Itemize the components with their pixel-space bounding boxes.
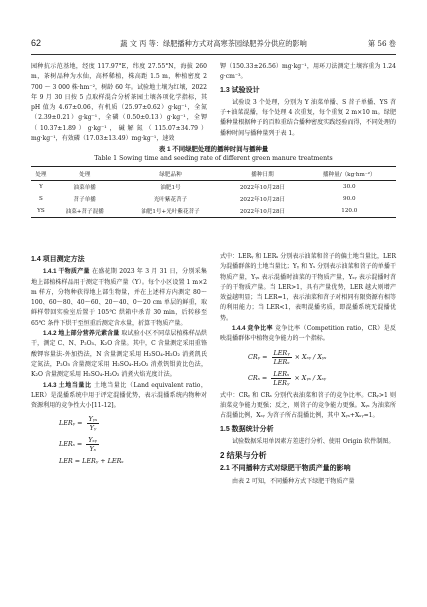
equation-numerator: LERₛ	[273, 369, 290, 378]
table-row	[31, 181, 396, 194]
subsection-title: 1.4.3 土地当量比	[43, 382, 92, 389]
table-cell: Y	[39, 184, 43, 190]
table-cell: 90.0	[343, 196, 356, 202]
volume-label: 第 56 卷	[367, 39, 396, 48]
table-header-cell: 处理	[51, 167, 119, 181]
equation-numerator: LERᵧ	[273, 348, 290, 357]
equation-tail: × Xₛᵧ / Xᵧₛ	[294, 352, 327, 361]
equation-denominator: LERₛ	[273, 357, 290, 366]
table-caption: 表 1 不同绿肥处理的播种时间与播种量	[158, 146, 269, 153]
equation-cr-s	[220, 370, 396, 387]
table-cell: 油肥1号	[160, 185, 181, 191]
equation-numerator: Yᵧₛ	[88, 415, 98, 424]
table-header-cell: 绿肥品种	[119, 167, 223, 181]
body-paragraph: 园种抗示范基地，经度 117.97°E，纬度 27.55°N，海拔 260 m，茶树品种为水仙，高杯稀植，株高距 1.5 m，种植密度 2 700 ～ 3 000 株·hm⁻²，树龄 60 年。试验地土壤为红壤，2022 年 9 月 30 日按 5 点取样混合分析茶园土壤各项化学指标，其 pH 值为 4.67±0.06，有机质（25.97±0.62）g·kg⁻¹，全氮（2.39±0.21）g·kg⁻¹，全磷（0.50±0.13）g·kg⁻¹，全钾（10.37±1.89）g·kg⁻¹，碱解氮（115.07±34.79）mg·kg⁻¹，有效磷（17.03±13.49）mg·kg⁻¹，速效	[31, 63, 207, 143]
table-cell: 2022年10月28日	[239, 185, 286, 191]
equation-denominator: Yᵧ	[89, 424, 97, 433]
section-heading-1-5: 1.5 数据统计分析	[220, 425, 274, 433]
section-heading-1-3: 1.3 试验设计	[220, 86, 260, 94]
table-header-cell: 播种日期	[222, 167, 302, 181]
subsection-title: 1.4.2 地上部分营养元素含量	[43, 331, 120, 338]
left-column-top	[31, 62, 207, 144]
section-heading-2-1: 2.1 不同播种方式对绿肥干物质产量的影响	[220, 465, 351, 473]
table-cell: 苕子单播	[73, 197, 96, 203]
table-caption-en: Table 1 Sowing time and seeding rate of different green manure treatments	[94, 155, 333, 162]
table-cell: 2022年10月28日	[222, 205, 302, 218]
table-header-row	[31, 167, 396, 181]
body-paragraph	[220, 324, 396, 345]
equation-tail: × Xᵧₛ / Xₛᵧ	[294, 373, 327, 382]
equation-lhs: LER = LERᵧ + LERₛ	[59, 457, 124, 466]
equation-lhs: CRₛ =	[248, 373, 268, 382]
table-cell: 光叶紫花苕子	[153, 197, 188, 203]
equation-cr-y	[220, 349, 396, 366]
subsection-title: 1.4.4 竞争比率	[232, 326, 273, 333]
table-row	[31, 193, 396, 205]
right-column-top	[220, 62, 396, 139]
body-paragraph	[31, 267, 207, 329]
paragraph-text: 土地当量比（Land equivalent ratio，LER）是混播系统中用于评定混播优势，表示混播系统内物种对资源利用的竞争性大小[11-12]。	[31, 381, 207, 410]
body-paragraph: 式中：LERᵧ 和 LERₛ 分别表示油菜和苕子的偏土地当量比，LER 为混播群落的土地当量比；Yᵧ 和 Yₛ 分别表示油菜和苕子的单播干物质产量，Yᵧₛ 表示混播时油菜的干物质产量，Yₛᵧ 表示混播时苕子的干物质产量。当 LER>1，具有产量优势，LER 越大则增产效益越明显；当 LER=1，表示油菜和苕子对相同有限资源有相等的利用能力；当 LER<1，表明混播劣质，即混播系统无混播优势。	[220, 253, 397, 322]
table-cell: S	[39, 196, 43, 202]
table-row	[31, 205, 396, 218]
page-number: 62	[31, 38, 42, 48]
equation-denominator: Yₛ	[89, 445, 96, 454]
left-column-bottom	[31, 252, 207, 470]
table-cell: 油菜单播	[73, 185, 96, 191]
equation-ler-total	[31, 457, 207, 466]
running-title: 蔬 文 丙 等：绿肥播种方式对高寒茶园绿肥养分供应的影响	[120, 39, 307, 48]
table-cell: 油肥1号+光叶紫花苕子	[119, 205, 223, 218]
table-1	[31, 145, 396, 218]
body-paragraph: 钾（150.33±26.56）mg·kg⁻¹，用环刀法测定土壤容重为 1.24 g·cm⁻³。	[220, 63, 396, 81]
equation-lhs: CRᵧ =	[248, 352, 268, 361]
equation-lhs: LERₛ =	[59, 440, 83, 449]
equation-denominator: LERᵧ	[273, 378, 290, 387]
body-paragraph	[31, 329, 207, 380]
table-cell: 120.0	[303, 205, 396, 218]
table-cell: 油菜+苕子混播	[51, 205, 119, 218]
section-heading-1-4: 1.4 项目测定方法	[31, 256, 85, 263]
body-paragraph: 式中：CRᵧ 和 CRₛ 分别代表油菜和苕子的竞争比率。CRᵧ>1 则油菜竞争能力更强；反之，则苕子的竞争能力更强。Xᵧₛ 为油菜所占混播比例，Xₛᵧ 为苕子所占混播比例，其中 Xᵧₛ+Xₛᵧ=1。	[220, 391, 396, 420]
subsection-title: 1.4.1 干物质产量	[43, 269, 90, 276]
equation-ler-y	[31, 415, 207, 432]
equation-lhs: LERᵧ =	[59, 419, 83, 428]
table-header-cell: 播种量/（kg·hm⁻²）	[303, 167, 396, 181]
equation-numerator: Yₛᵧ	[88, 436, 98, 445]
table-cell: YS	[31, 205, 51, 218]
body-paragraph: 由表 2 可知，不同播种方式下绿肥干物质产量	[232, 477, 355, 485]
table-cell: 2022年10月28日	[239, 197, 286, 203]
body-paragraph	[31, 381, 207, 412]
section-heading-2: 2 结果与分析	[220, 451, 267, 461]
table-header-cell: 处理	[31, 167, 51, 181]
body-paragraph: 试验数据采用单因素方差进行分析、使用 Origin 软件制图。	[232, 437, 395, 445]
sowing-table	[31, 166, 396, 218]
paragraph-text: 竞争比率（Competition ratio，CR）是反映混播群体中植物竞争能力的一个指标。	[220, 325, 396, 343]
body-paragraph: 试验设 3 个处理，分别为 Y 油菜单播、S 苕子单播、YS 苕子+油菜混播，每个处理 4 次重复，每个重复 2 m×10 m。绿肥播种量根据种子的百粒重结合播种密度实践经验而得，不同处理的播种时间与播种量列于表 1。	[220, 98, 396, 137]
paragraph-text: 在盛花期 2023 年 3 月 31 日，分别采集地上部植株样品用于测定干物质产量（Y）。每个小区设置 1 m×2 m 样方，分物种获得地上部生物量，并在上述样方内测定 80～100、60～80、40～60、20～40、0～20 cm 单层的鲜重，取鲜样带回实验室后置于 105℃ 烘箱中杀青 30 min，后转移至 65℃ 条件下烘干至恒重后测定含水量，折算干物质产量。	[31, 268, 207, 327]
right-column-bottom	[220, 252, 396, 487]
table-cell: 30.0	[343, 184, 356, 190]
header-rule	[31, 54, 396, 55]
running-header	[31, 38, 396, 52]
paragraph-text: 取试验小区不同草层植株样品烘干，测定 C、N、P₂O₅、K₂O 含量。其中，C 含量测定采用重铬酸钾容量法-外加热法，N 含量测定采用 H₂SO₄-H₂O₂ 消煮凯氏定氮法，P₂O₅ 含量测定采用 H₂SO₄-H₂O₂ 消煮钒钼黄比色法，K₂O 含量测定采用 H₂SO₄-H₂O₂ 消煮火焰光度计法。	[31, 330, 207, 379]
equation-ler-s	[31, 436, 207, 453]
